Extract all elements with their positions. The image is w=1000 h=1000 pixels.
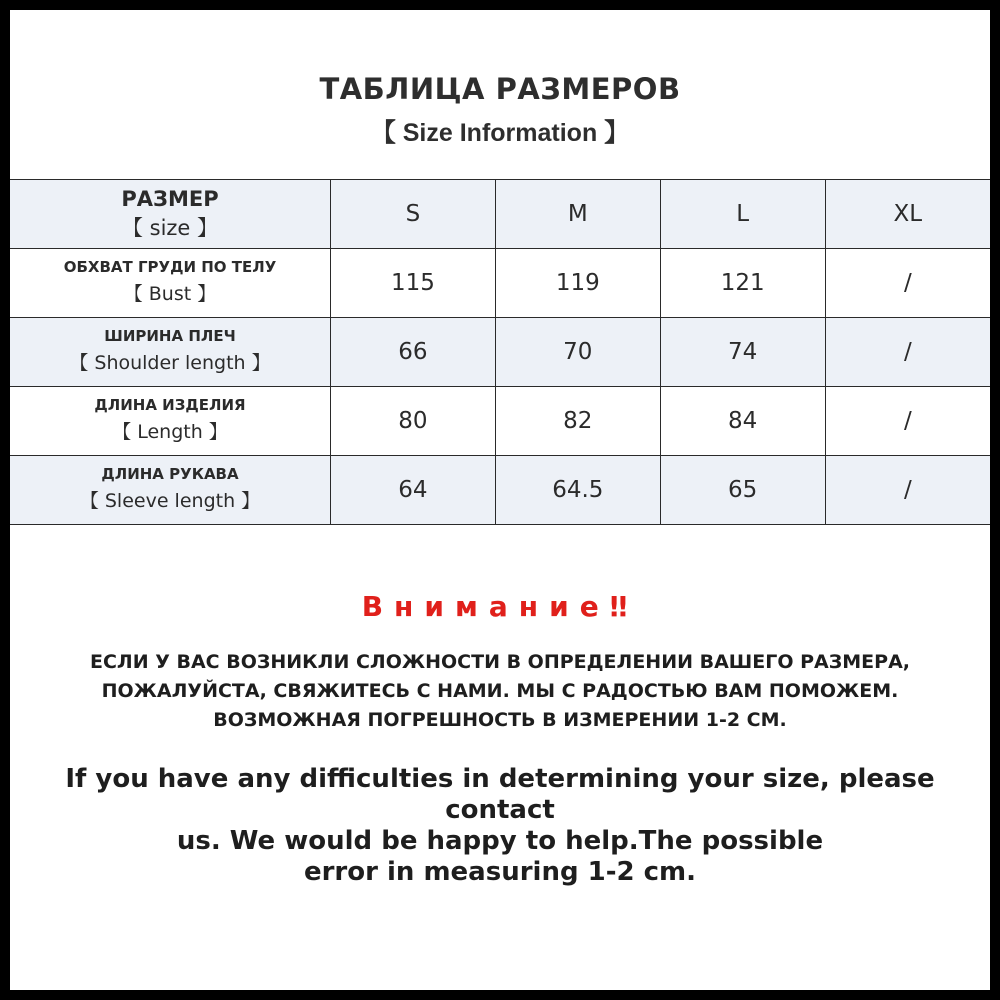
table-row-shoulder — [10, 318, 990, 387]
row-label-ru: ОБХВАТ ГРУДИ ПО ТЕЛУ — [63, 258, 277, 276]
table-header-row — [10, 180, 990, 249]
notice-en-line: error in measuring 1-2 cm. — [303, 857, 697, 887]
table-cell: 80 — [331, 387, 496, 456]
notice-en-line: If you have any difficulties in determining your size, please contact — [65, 764, 935, 825]
notice-english — [40, 764, 960, 888]
header-label-en: 【 size 】 — [121, 216, 219, 240]
row-label-ru: ДЛИНА РУКАВА — [101, 465, 239, 483]
table-cell: / — [825, 456, 990, 525]
column-header-xl: XL — [825, 180, 990, 249]
page-subtitle: 【 Size Information 】 — [370, 119, 630, 147]
column-header-l: L — [660, 180, 825, 249]
row-label-ru: ДЛИНА ИЗДЕЛИЯ — [94, 396, 246, 414]
row-label-cell — [10, 456, 331, 525]
notice-ru-line: ПОЖАЛУЙСТА, СВЯЖИТЕСЬ С НАМИ. МЫ С РАДОСТЬЮ ВАМ ПОМОЖЕМ. — [101, 680, 899, 702]
row-label-en: 【 Shoulder length 】 — [69, 352, 271, 374]
size-table — [10, 179, 990, 525]
table-cell: 82 — [495, 387, 660, 456]
row-label-en: 【 Sleeve length 】 — [79, 490, 261, 512]
table-cell: / — [825, 318, 990, 387]
notice-ru-line: ЕСЛИ У ВАС ВОЗНИКЛИ СЛОЖНОСТИ В ОПРЕДЕЛЕНИИ ВАШЕГО РАЗМЕРА, — [89, 651, 910, 673]
table-cell: 66 — [331, 318, 496, 387]
table-cell: 115 — [331, 249, 496, 318]
row-label-en: 【 Length 】 — [112, 421, 228, 443]
table-cell: 121 — [660, 249, 825, 318]
header-label-cell — [10, 180, 331, 249]
page-title: ТАБЛИЦА РАЗМЕРОВ — [319, 72, 681, 106]
table-cell: / — [825, 387, 990, 456]
column-header-s: S — [331, 180, 496, 249]
table-row-sleeve — [10, 456, 990, 525]
table-cell: 65 — [660, 456, 825, 525]
row-label-cell — [10, 318, 331, 387]
row-label-ru: ШИРИНА ПЛЕЧ — [104, 327, 236, 345]
table-cell: 74 — [660, 318, 825, 387]
table-cell: 64 — [331, 456, 496, 525]
attention-heading: Внимание‼ — [361, 590, 639, 623]
table-cell: 119 — [495, 249, 660, 318]
table-row-bust — [10, 249, 990, 318]
row-label-cell — [10, 249, 331, 318]
column-header-m: M — [495, 180, 660, 249]
row-label-en: 【 Bust 】 — [123, 283, 217, 305]
table-cell: 70 — [495, 318, 660, 387]
notice-ru-line: ВОЗМОЖНАЯ ПОГРЕШНОСТЬ В ИЗМЕРЕНИИ 1-2 СМ. — [213, 709, 787, 731]
table-cell: / — [825, 249, 990, 318]
row-label-cell — [10, 387, 331, 456]
table-cell: 84 — [660, 387, 825, 456]
header-label-ru: РАЗМЕР — [121, 187, 219, 211]
notice-russian — [0, 648, 1000, 735]
table-row-length — [10, 387, 990, 456]
notice-en-line: us. We would be happy to help.The possible — [176, 826, 824, 856]
table-cell: 64.5 — [495, 456, 660, 525]
